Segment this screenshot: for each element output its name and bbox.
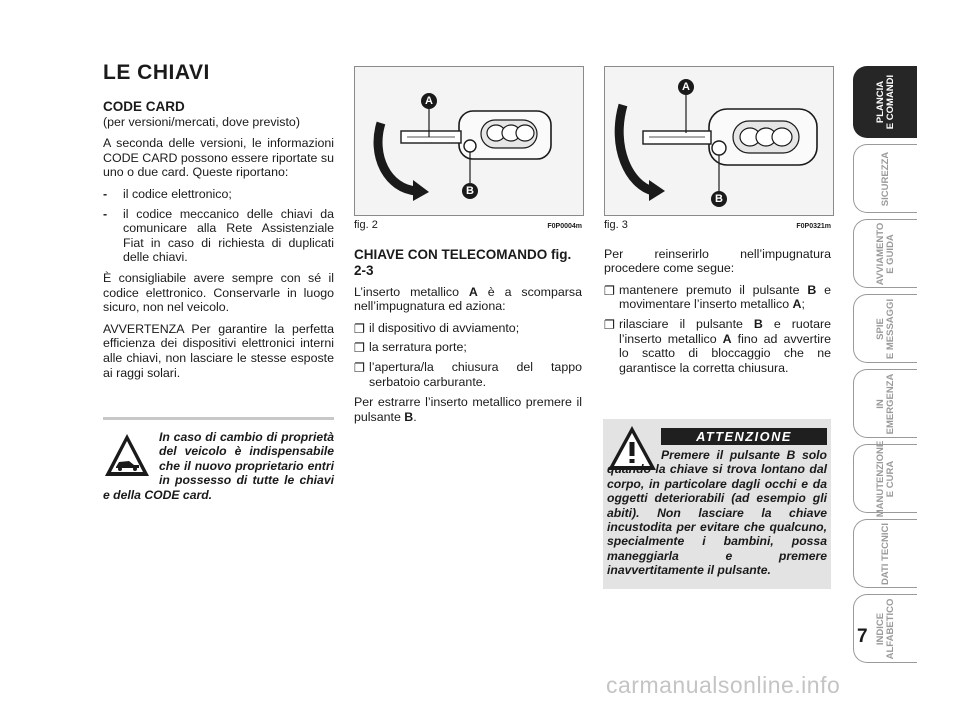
code-card-list [103, 187, 334, 265]
fig3-code: F0P0321m [796, 223, 831, 230]
figure-3 [604, 66, 834, 216]
code-card-heading: CODE CARD [103, 98, 185, 114]
list-item: ❐ rilasciare il pulsante B e ruotare l’inserto metallico A fino ad avvertire lo scatto di bloccaggio che ne garantisce la corretta chiusura. [604, 316, 831, 375]
remote-key-intro: L’inserto metallico A è a scomparsa nell’impugnatura ed aziona: [354, 284, 582, 314]
code-card-intro: A seconda delle versioni, le informazioni CODE CARD possono essere riportate su uno o due card. Queste riportano: [103, 136, 334, 180]
code-card-subheading: (per versioni/mercati, dove previsto) [103, 114, 300, 129]
tab-plancia-e-comandi[interactable]: PLANCIA E COMANDI [853, 66, 917, 138]
fig2-marker-a: A [425, 95, 433, 107]
tab-avviamento-e-guida[interactable]: AVVIAMENTO E GUIDA [853, 219, 917, 288]
remote-key-list [354, 321, 582, 389]
list-item: ❐ il dispositivo di avviamento; [354, 320, 520, 336]
column-remote-key [354, 66, 582, 431]
fig3-marker-b: B [715, 193, 723, 205]
figure-2 [354, 66, 584, 216]
page-number: 7 [857, 626, 868, 647]
tab-spie-e-messaggi[interactable]: SPIE E MESSAGGI [853, 294, 917, 363]
car-warning-icon [103, 432, 151, 480]
chapter-tabs [853, 66, 917, 669]
tab-in-emergenza[interactable]: IN EMERGENZA [853, 369, 917, 438]
list-item: ❐ mantenere premuto il pulsante B e movimentare l’inserto metallico A; [604, 282, 831, 312]
attention-box [603, 419, 831, 589]
remote-key-heading: CHIAVE CON TELECOMANDO fig. 2-3 [354, 246, 572, 278]
ownership-note [103, 417, 334, 502]
attention-text: Premere il pulsante B solo quando la chiave si trova lontano dal corpo, in particolare dagli occhi e da oggetti deteriorabili (ad esempio gli abiti). Non lasciare la chiave incustodita per evitare che qualcuno, specialmente i bambini, possa maneggiarla e premere inavvertitamente il pulsante. [607, 448, 827, 578]
reinsert-list [604, 283, 831, 376]
figure-2-caption [354, 218, 582, 235]
divider [103, 417, 334, 420]
code-card-advice: È consigliabile avere sempre con sé il codice elettronico. Conservarle in luogo sicuro, non nel veicolo. [103, 270, 334, 315]
reinsert-intro: Per reinserirlo nell’impugnatura procedere come segue: [604, 246, 831, 276]
watermark: carmanualsonline.info [606, 672, 841, 698]
remote-key-extract: Per estrarre l’inserto metallico premere il pulsante B. [354, 395, 582, 424]
column-reinsert [604, 66, 831, 381]
figure-3-caption [604, 218, 831, 235]
tab-manutenzione-e-cura[interactable]: MANUTENZIONE E CURA [853, 444, 917, 513]
fig2-label: fig. 2 [354, 219, 378, 231]
page-title: LE CHIAVI [103, 61, 210, 84]
tab-sicurezza[interactable]: SICUREZZA [853, 144, 917, 213]
tab-indice-alfabetico[interactable]: INDICE ALFABETICO [853, 594, 917, 663]
fig2-marker-b: B [466, 185, 474, 197]
tab-dati-tecnici[interactable]: DATI TECNICI [853, 519, 917, 588]
code-card-item: - il codice elettronico; [103, 187, 334, 202]
fig3-marker-a: A [682, 81, 690, 93]
fig2-code: F0P0004m [547, 223, 582, 230]
code-card-item: - il codice meccanico delle chiavi da comunicare alla Rete Assistenziale Fiat in caso di richiesta di duplicati delle chiavi. [103, 207, 334, 265]
column-code-card [103, 61, 334, 387]
list-item: ❐ la serratura porte; [354, 340, 467, 356]
list-item: ❐ l’apertura/la chiusura del tappo serbatoio carburante. [354, 359, 582, 389]
ownership-note-text: In caso di cambio di proprietà del veicolo è indispensabile che il nuovo proprietario entri in possesso di tutte le chiavi e della CODE card. [103, 430, 334, 502]
code-card-warning: AVVERTENZA Per garantire la perfetta efficienza dei dispositivi elettronici interni alle chiavi, non lasciare le stesse esposte ai raggi solari. [103, 321, 334, 380]
fig3-label: fig. 3 [604, 219, 628, 231]
attention-header: ATTENZIONE [661, 428, 827, 445]
